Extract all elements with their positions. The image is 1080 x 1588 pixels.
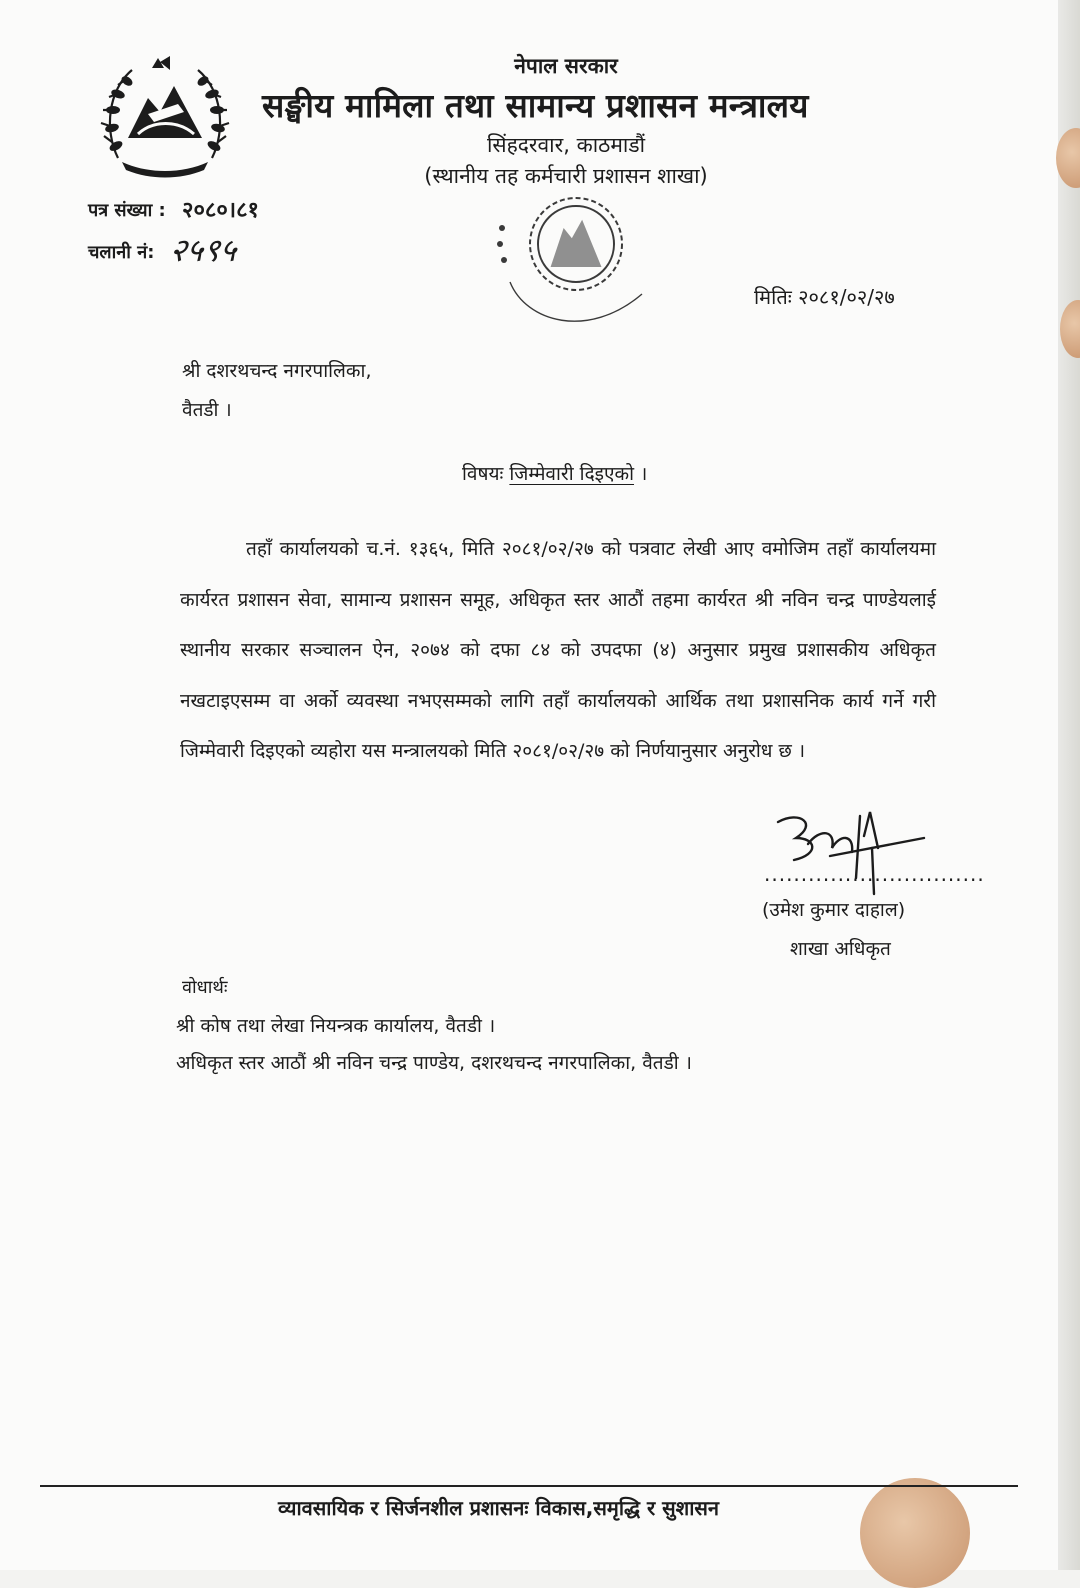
- finger-bottom-right: [860, 1478, 970, 1588]
- page-edge-shadow: [1058, 0, 1080, 1570]
- subject-line: [462, 460, 647, 486]
- ministry-address: सिंहदरवार, काठमाडौं: [486, 133, 646, 157]
- letter-body: तहाँ कार्यालयको च.नं. १३६५, मिति २०८१/०२/२७ को पत्रवाट लेखी आए वमोजिम तहाँ कार्यालयमा कार्यरत प्रशासन सेवा, सामान्य प्रशासन समूह, अधिकृत स्तर आठौं तहमा कार्यरत श्री नविन चन्द्र पाण्डेयलाई स्थानीय सरकार सञ्चालन ऐन, २०७४ को दफा ८४ को उपदफा (४) अनुसार प्रमुख प्रशासकीय अधिकृत नखटाइएसम्म वा अर्को व्यवस्था नभएसम्मको लागि तहाँ कार्यालयको आर्थिक तथा प्रशासनिक कार्य गर्ने गरी जिम्मेवारी दिइएको व्यहोरा यस मन्त्रालयको मिति २०८१/०२/२७ को निर्णयानुसार अनुरोध छ ।: [180, 538, 936, 762]
- patra-sankhya-value: २०८०।८१: [182, 198, 259, 223]
- footer-motto: व्यावसायिक र सिर्जनशील प्रशासनः विकास,समृद्धि र सुशासन: [278, 1496, 720, 1520]
- subject-label: विषयः: [462, 463, 504, 485]
- signature-dotted-line: ..............................: [764, 862, 985, 886]
- date-value: २०८१/०२/२७: [798, 285, 895, 309]
- government-heading: नेपाल सरकार: [514, 54, 618, 78]
- addressee-line-2: वैतडी ।: [182, 399, 232, 421]
- cc-item-1: श्री कोष तथा लेखा नियन्त्रक कार्यालय, वैतडी ।: [176, 1015, 496, 1037]
- addressee-line-1: श्री दशरथचन्द नगरपालिका,: [182, 360, 372, 382]
- patra-sankhya-label: पत्र संख्या :: [88, 200, 166, 221]
- subject-text: जिम्मेवारी दिइएको: [509, 463, 635, 485]
- footer-divider: [40, 1485, 1018, 1487]
- cc-item-2: अधिकृत स्तर आठौं श्री नविन चन्द्र पाण्डेय, दशरथचन्द नगरपालिका, वैतडी ।: [176, 1052, 692, 1074]
- branch-name: (स्थानीय तह कर्मचारी प्रशासन शाखा): [424, 164, 708, 188]
- chalani-label: चलानी नं:: [88, 242, 155, 263]
- signatory-name: (उमेश कुमार दाहाल): [762, 899, 906, 921]
- official-stamp-icon: [492, 182, 650, 344]
- cc-label: वोधार्थः: [182, 977, 228, 998]
- letter-date: [754, 283, 895, 310]
- subject-end: ।: [640, 463, 648, 485]
- chalani-number: २५९५: [167, 231, 240, 269]
- ministry-heading: सङ्घीय मामिला तथा सामान्य प्रशासन मन्त्रालय: [262, 86, 809, 125]
- date-label: मितिः: [754, 285, 792, 309]
- signatory-designation: शाखा अधिकृत: [790, 938, 891, 960]
